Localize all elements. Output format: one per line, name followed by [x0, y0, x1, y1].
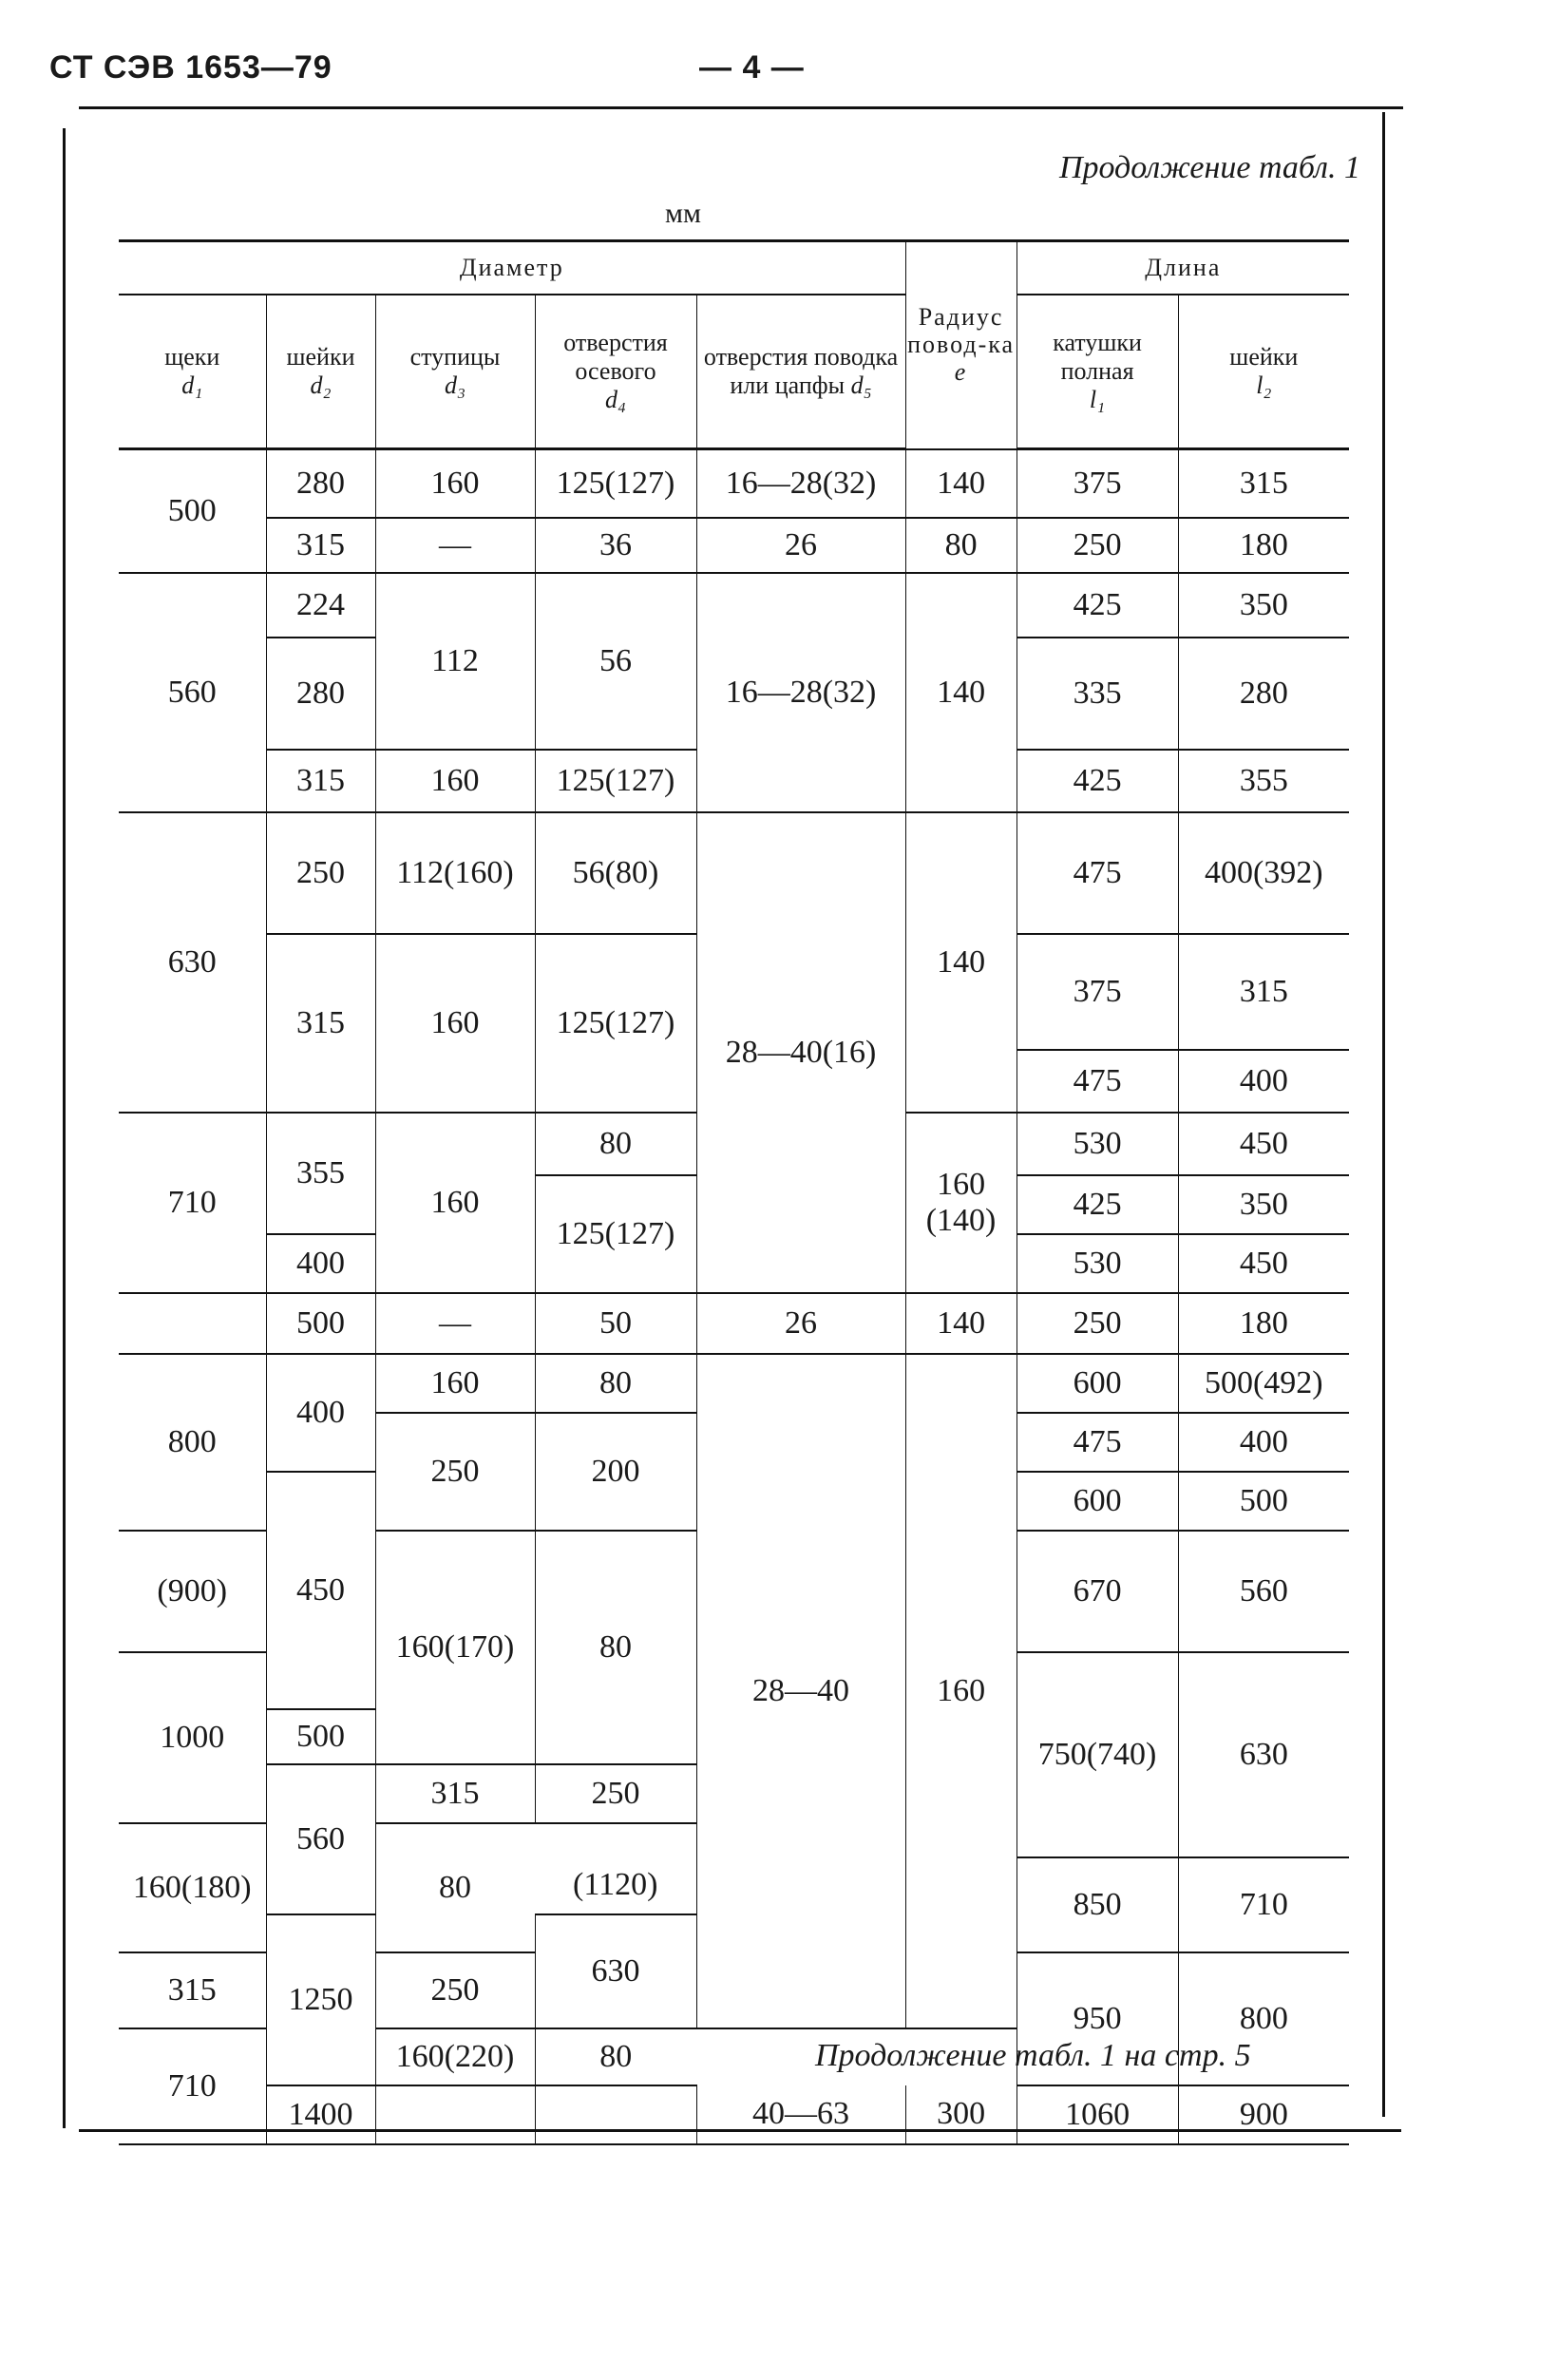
table-cell: 28—40 — [696, 1354, 905, 2028]
table-cell: 500 — [119, 449, 266, 573]
table-cell: 800 — [119, 1354, 266, 1531]
table-cell: 315 — [375, 1764, 535, 1823]
table-cell: 630 — [1178, 1652, 1349, 1857]
unit-label: мм — [665, 198, 701, 229]
table-cell — [375, 2085, 535, 2144]
table-cell: 80 — [535, 2028, 696, 2085]
table-cell: 160 (140) — [905, 1113, 1016, 1293]
table-cell: 1400 — [266, 2085, 375, 2144]
table-cell: 475 — [1016, 1413, 1178, 1472]
header-coil-length: катушки полная l₁ — [1016, 295, 1178, 449]
table-cell: 224 — [266, 573, 375, 638]
table-cell: 560 — [1178, 1531, 1349, 1652]
table-cell: 710 — [119, 2028, 266, 2144]
frame-right-rule — [1382, 112, 1385, 2117]
table-cell: 112(160) — [375, 812, 535, 934]
table-cell: 300 — [905, 2085, 1016, 2144]
table-cell: 425 — [1016, 750, 1178, 812]
table-cell: 400(392) — [1178, 812, 1349, 934]
table-cell: 900 — [1178, 2085, 1349, 2144]
table-cell: 160 — [375, 449, 535, 518]
table-cell: 1000 — [119, 1652, 266, 1823]
table-cell: 140 — [905, 1293, 1016, 1354]
header-hub-diameter: ступицы d₃ — [375, 295, 535, 449]
header-diameter: Диаметр — [119, 241, 905, 295]
dimensions-table — [119, 239, 1349, 2145]
table-cell: 160 — [905, 1354, 1016, 2028]
table-cell: 670 — [1016, 1531, 1178, 1652]
table-cell: 315 — [266, 750, 375, 812]
table-cell: 140 — [905, 573, 1016, 812]
table-cell: 450 — [1178, 1234, 1349, 1293]
page-number: — 4 — — [699, 49, 805, 86]
table-cell: 850 — [1016, 1857, 1178, 1952]
table-cell: 200 — [535, 1413, 696, 1531]
table-cell: 250 — [535, 1764, 696, 1823]
table-cell: 80 — [535, 1354, 696, 1413]
table-cell: 630 — [535, 1914, 696, 2028]
table-cell: — — [375, 518, 535, 573]
table-cell: 160 — [375, 1113, 535, 1293]
table-continuation-caption: Продолжение табл. 1 — [1058, 150, 1360, 185]
table-cell: 160 — [375, 1354, 535, 1413]
table-cell: 630 — [119, 812, 266, 1113]
table-cell: 400 — [1178, 1413, 1349, 1472]
table-cell: 450 — [266, 1472, 375, 1709]
table-cell: 355 — [266, 1113, 375, 1234]
table-cell: 160(170) — [375, 1531, 535, 1764]
table-cell: 355 — [1178, 750, 1349, 812]
table-cell: 280 — [1178, 638, 1349, 750]
table-cell: 160 — [375, 750, 535, 812]
table-cell: 80 — [375, 1823, 535, 1952]
table-cell: 1250 — [266, 1914, 375, 2085]
table-cell: 530 — [1016, 1113, 1178, 1175]
table-cell: 280 — [266, 449, 375, 518]
table-cell: 16—28(32) — [696, 449, 905, 518]
table-cell: 500(492) — [1178, 1354, 1349, 1413]
table-cell: 315 — [1178, 449, 1349, 518]
table-cell: 160 — [375, 934, 535, 1113]
header-driver-hole: отверстия поводка или цапфы d₅ — [696, 295, 905, 449]
table-cell: 500 — [1178, 1472, 1349, 1531]
header-neck-length: шейки l₂ — [1178, 295, 1349, 449]
table-cell: 250 — [266, 812, 375, 934]
table-cell: 350 — [1178, 573, 1349, 638]
table-cell: 180 — [1178, 1293, 1349, 1354]
table-cell: (1120) — [535, 1857, 696, 1914]
frame-top-rule — [79, 106, 1403, 109]
table-cell: 80 — [905, 518, 1016, 573]
table-cell: 500 — [266, 1709, 375, 1764]
table-cell: 40—63 — [696, 2085, 905, 2144]
continuation-footer: Продолжение табл. 1 на стр. 5 — [815, 2038, 1251, 2073]
header-axial-hole: отверстия осевого d₄ — [535, 295, 696, 449]
table-cell: 350 — [1178, 1175, 1349, 1234]
table-cell: 560 — [119, 573, 266, 812]
table-cell: 450 — [1178, 1113, 1349, 1175]
table-cell: 160(180) — [119, 1823, 266, 1952]
table-cell: 28—40(16) — [696, 812, 905, 1293]
table-cell: 140 — [905, 449, 1016, 518]
table-cell: 140 — [905, 812, 1016, 1113]
table-cell: 250 — [1016, 518, 1178, 573]
table-cell: 710 — [1178, 1857, 1349, 1952]
table-cell: 36 — [535, 518, 696, 573]
header-radius: Радиус повод-ка e — [905, 241, 1016, 449]
table-cell — [119, 1293, 266, 1354]
table-cell: 530 — [1016, 1234, 1178, 1293]
table-cell: 180 — [1178, 518, 1349, 573]
table-cell: 475 — [1016, 812, 1178, 934]
table-cell: (900) — [119, 1531, 266, 1652]
table-cell: 112 — [375, 573, 535, 750]
table-cell: 315 — [119, 1952, 266, 2028]
table-cell: 160(220) — [375, 2028, 535, 2085]
standard-code: СТ СЭВ 1653—79 — [49, 49, 332, 86]
table-cell: 56(80) — [535, 812, 696, 934]
table-cell: 315 — [1178, 934, 1349, 1050]
table-cell: 425 — [1016, 573, 1178, 638]
table-cell: 250 — [1016, 1293, 1178, 1354]
table-cell: 400 — [1178, 1050, 1349, 1113]
table-cell: 80 — [535, 1113, 696, 1175]
table-cell: 26 — [696, 1293, 905, 1354]
table-cell: 56 — [535, 573, 696, 750]
table-cell: 710 — [119, 1113, 266, 1293]
table-cell: 750(740) — [1016, 1652, 1178, 1857]
table-cell: 500 — [266, 1293, 375, 1354]
table-cell: 26 — [696, 518, 905, 573]
table-cell: 950 — [1016, 1952, 1178, 2085]
table-cell: 16—28(32) — [696, 573, 905, 812]
table-cell: 375 — [1016, 449, 1178, 518]
table-cell: 475 — [1016, 1050, 1178, 1113]
table-cell: 125(127) — [535, 934, 696, 1113]
table-cell: 375 — [1016, 934, 1178, 1050]
table-cell: 250 — [375, 1413, 535, 1531]
table-cell: 425 — [1016, 1175, 1178, 1234]
table-cell: 600 — [1016, 1354, 1178, 1413]
table-cell: 335 — [1016, 638, 1178, 750]
table-cell: 1060 — [1016, 2085, 1178, 2144]
frame-left-rule — [63, 128, 66, 2128]
table-cell: 315 — [266, 518, 375, 573]
table-cell: 400 — [266, 1354, 375, 1472]
header-neck-diameter: шейки d₂ — [266, 295, 375, 449]
table-cell: 50 — [535, 1293, 696, 1354]
table-cell: 800 — [1178, 1952, 1349, 2085]
table-cell: 125(127) — [535, 449, 696, 518]
table-cell: 315 — [266, 934, 375, 1113]
header-length: Длина — [1016, 241, 1349, 295]
table-cell: 560 — [266, 1764, 375, 1914]
table-cell: 250 — [375, 1952, 535, 2028]
table-cell: 400 — [266, 1234, 375, 1293]
table-cell: 80 — [535, 1531, 696, 1764]
table-cell — [535, 2085, 696, 2144]
table-cell: 280 — [266, 638, 375, 750]
table-cell: 125(127) — [535, 750, 696, 812]
table-cell: — — [375, 1293, 535, 1354]
header-cheek-diameter: щеки d₁ — [119, 295, 266, 449]
table-cell: 600 — [1016, 1472, 1178, 1531]
table-cell: 125(127) — [535, 1175, 696, 1293]
